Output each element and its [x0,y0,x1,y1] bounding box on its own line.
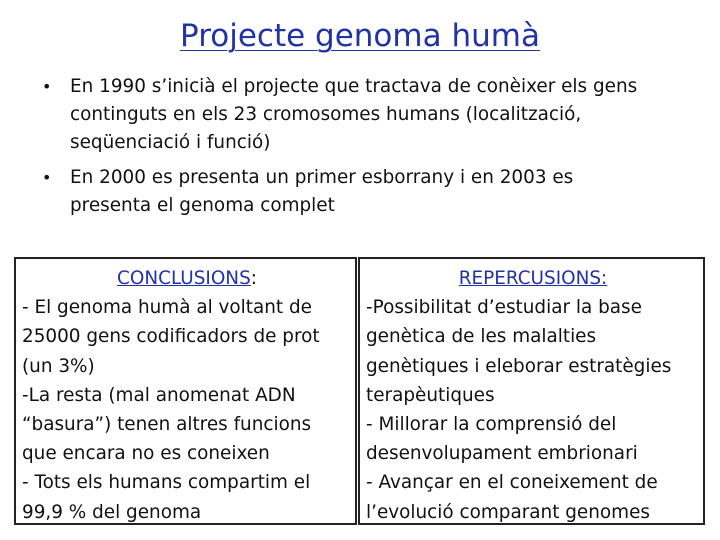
repercusions-line: - Millorar la comprensió del [366,414,617,436]
bullet-line: continguts en els 23 cromosomes humans (localització, [70,104,582,125]
bullet-line: En 2000 es presenta un primer esborrany i en 2003 es [70,167,574,188]
repercusions-line: desenvolupament embrionari [366,443,638,465]
conclusions-heading-text: CONCLUSIONS [117,268,251,289]
repercusions-line: genètica de les malalties [366,326,597,348]
conclusions-line: que encara no es coneixen [22,443,270,465]
bullet-line: En 1990 s’inicià el projecte que tractava de conèixer els gens [70,76,638,97]
repercusions-line: terapèutiques [366,384,495,406]
conclusions-line: (un 3%) [22,355,95,377]
conclusions-line: “basura”) tenen altres funcions [22,414,312,436]
conclusions-heading-colon: : [250,268,257,289]
bullet-line: presenta el genoma complet [70,195,335,216]
bullet-line: seqüenciació i funció) [70,132,271,153]
intro-bullet-list [42,73,682,227]
conclusions-line: - El genoma humà al voltant de [22,297,312,319]
conclusions-line: -La resta (mal anomenat ADN [22,384,296,406]
bullet-item [42,73,682,157]
repercusions-heading-text: REPERCUSIONS: [458,268,608,289]
repercusions-box [358,257,705,525]
repercusions-line: l’evolució comparant genomes [366,501,650,523]
repercusions-line: genètiques i eleborar estratègies [366,355,672,377]
bullet-marker: • [42,168,52,187]
conclusions-line: 25000 gens codificadors de prot [22,326,320,348]
repercusions-line: - Avançar en el coneixement de [366,472,658,494]
conclusions-line: - Tots els humans compartim el [22,472,311,494]
conclusions-line: 99,9 % del genoma [22,501,202,523]
conclusions-heading [22,264,352,293]
bullet-item [42,164,682,220]
repercusions-line: -Possibilitat d’estudiar la base [366,297,642,319]
slide-title: Projecte genoma humà [180,18,540,54]
conclusions-box [14,257,357,525]
bullet-marker: • [42,77,52,96]
repercusions-heading [366,264,700,293]
